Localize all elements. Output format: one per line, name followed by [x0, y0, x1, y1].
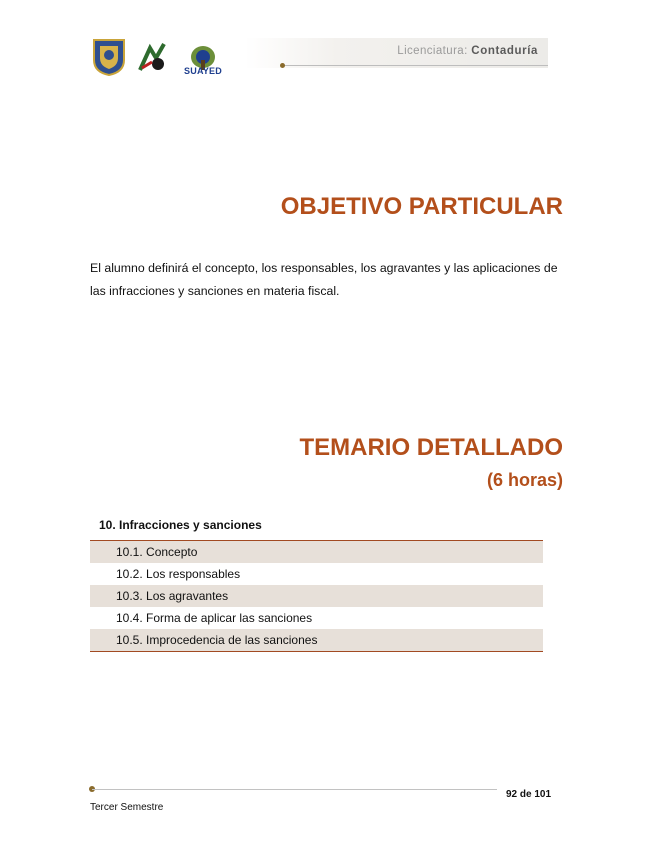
fca-logo — [136, 40, 170, 74]
topic-item: 10.2. Los responsables — [116, 567, 241, 581]
career-prefix: Licenciatura: — [397, 45, 468, 57]
career-label — [397, 45, 538, 57]
unam-shield-logo — [92, 38, 126, 76]
header-logos — [92, 38, 222, 78]
objetivo-text: El alumno definirá el concepto, los responsables, los agravantes y las aplicaciones de las infracciones y sanciones en materia fiscal. — [90, 261, 558, 298]
footer-rule — [92, 789, 497, 790]
career-header-band — [245, 38, 548, 68]
topic-item: 10.4. Forma de aplicar las sanciones — [116, 611, 313, 625]
temario-heading: TEMARIO DETALLADO — [299, 434, 563, 461]
topic-list — [90, 540, 543, 652]
topic-item: 10.5. Improcedencia de las sanciones — [90, 629, 543, 651]
suayed-wordmark: SUAYED — [184, 66, 222, 76]
temario-hours: (6 horas) — [486, 470, 563, 490]
career-name: Contaduría — [471, 45, 538, 57]
header-rule — [282, 65, 548, 66]
unit-title: 10. Infracciones y sanciones — [99, 518, 262, 532]
header-rule-dot — [280, 63, 285, 68]
topic-item: 10.1. Concepto — [90, 541, 543, 563]
page-number: 92 de 101 — [506, 789, 552, 800]
objetivo-heading: OBJETIVO PARTICULAR — [280, 193, 563, 220]
semester-label: Tercer Semestre — [90, 802, 164, 813]
topic-item: 10.3. Los agravantes — [90, 585, 543, 607]
